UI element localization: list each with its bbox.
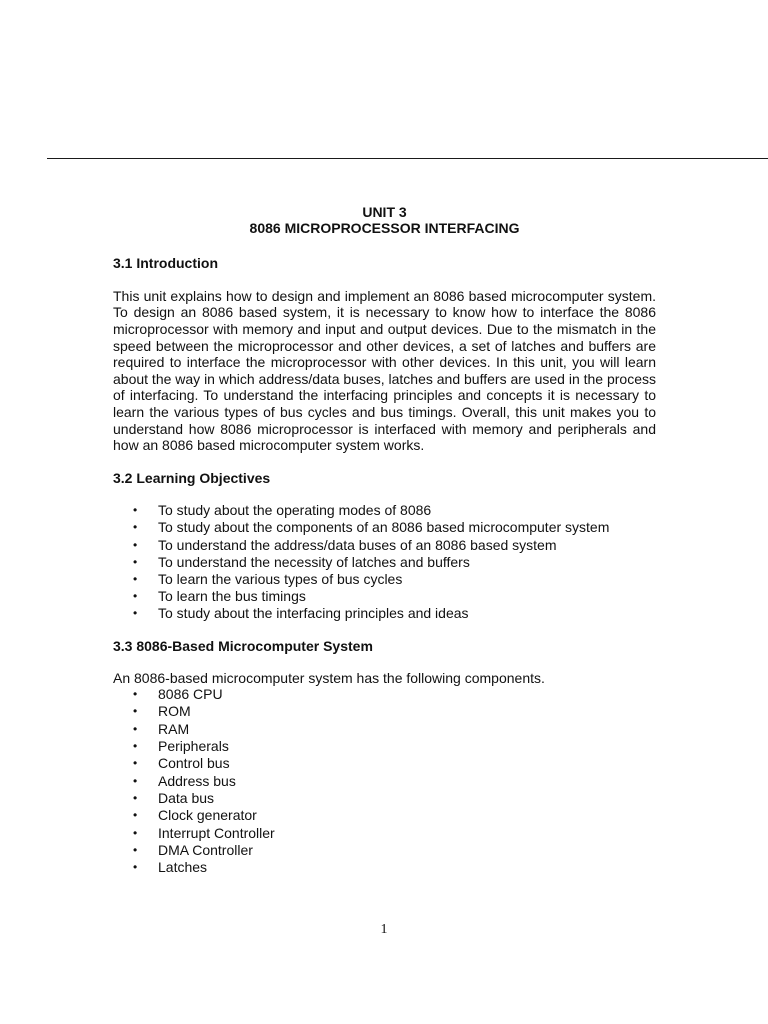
list-item: • Latches xyxy=(133,859,208,876)
components-intro: An 8086-based microcomputer system has the following components. xyxy=(113,669,545,686)
bullet-icon: • xyxy=(133,808,138,823)
list-item: • Interrupt Controller xyxy=(133,824,275,841)
bullet-icon: • xyxy=(133,739,138,754)
list-item: • Clock generator xyxy=(133,807,257,824)
list-item: • DMA Controller xyxy=(133,841,253,858)
list-item: • To study about the components of an 8086 based microcomputer system xyxy=(133,519,610,536)
document-body xyxy=(113,205,656,876)
list-item: • 8086 CPU xyxy=(133,686,223,703)
bullet-icon: • xyxy=(133,825,138,840)
list-item: • Control bus xyxy=(133,755,230,772)
bullet-icon: • xyxy=(133,503,138,518)
list-item: • RAM xyxy=(133,720,190,737)
bullet-icon: • xyxy=(133,554,138,569)
list-item: • To understand the necessity of latches and buffers xyxy=(133,553,470,570)
bullet-icon: • xyxy=(133,687,138,702)
list-item: • To learn the various types of bus cycles xyxy=(133,570,403,587)
bullet-icon: • xyxy=(133,704,138,719)
list-item: • Data bus xyxy=(133,789,215,806)
header-rule xyxy=(47,158,768,159)
bullet-icon: • xyxy=(133,773,138,788)
bullet-icon: • xyxy=(133,588,138,603)
list-item: • ROM xyxy=(133,703,191,720)
bullet-icon: • xyxy=(133,842,138,857)
bullet-icon: • xyxy=(133,571,138,586)
list-item: • To study about the interfacing principles and ideas xyxy=(133,604,469,621)
list-item: • To learn the bus timings xyxy=(133,587,306,604)
list-item: • Peripherals xyxy=(133,738,229,755)
bullet-icon: • xyxy=(133,756,138,771)
page-number: 1 xyxy=(380,922,388,937)
bullet-icon: • xyxy=(133,860,138,875)
bullet-icon: • xyxy=(133,721,138,736)
bullet-icon: • xyxy=(133,537,138,552)
list-item: • To study about the operating modes of 8086 xyxy=(133,502,432,519)
bullet-icon: • xyxy=(133,605,138,620)
list-item: • To understand the address/data buses of an 8086 based system xyxy=(133,536,557,553)
learning-objectives-list xyxy=(113,502,656,622)
unit-heading xyxy=(113,205,656,236)
components-list xyxy=(113,686,656,876)
unit-title: 8086 MICROPROCESSOR INTERFACING xyxy=(249,219,520,236)
bullet-icon: • xyxy=(133,790,138,805)
unit-number: UNIT 3 xyxy=(362,204,407,220)
introduction-paragraph: This unit explains how to design and implement an 8086 based microcomputer system. To design an 8086 based system, it is necessary to know how to interface the 8086 microprocessor with memory and input and output devices. Due to the mismatch in the speed between the microprocessor and other devices, a set of latches and buffers are required to interface the microprocessor with other devices. In this unit, you will learn about the way in which address/data buses, latches and buffers are used in the process of interfacing. To understand the interfacing principles and concepts it is necessary to learn the various types of bus cycles and bus timings. Overall, this unit makes you to understand how 8086 microprocessor is interfaced with memory and peripherals and how an 8086 based microcomputer system works. xyxy=(113,287,656,454)
section-heading-microcomputer-system: 3.3 8086-Based Microcomputer System xyxy=(113,637,373,654)
bullet-icon: • xyxy=(133,520,138,535)
list-item: • Address bus xyxy=(133,772,236,789)
section-heading-introduction: 3.1 Introduction xyxy=(113,255,218,272)
section-heading-learning-objectives: 3.2 Learning Objectives xyxy=(113,469,271,486)
